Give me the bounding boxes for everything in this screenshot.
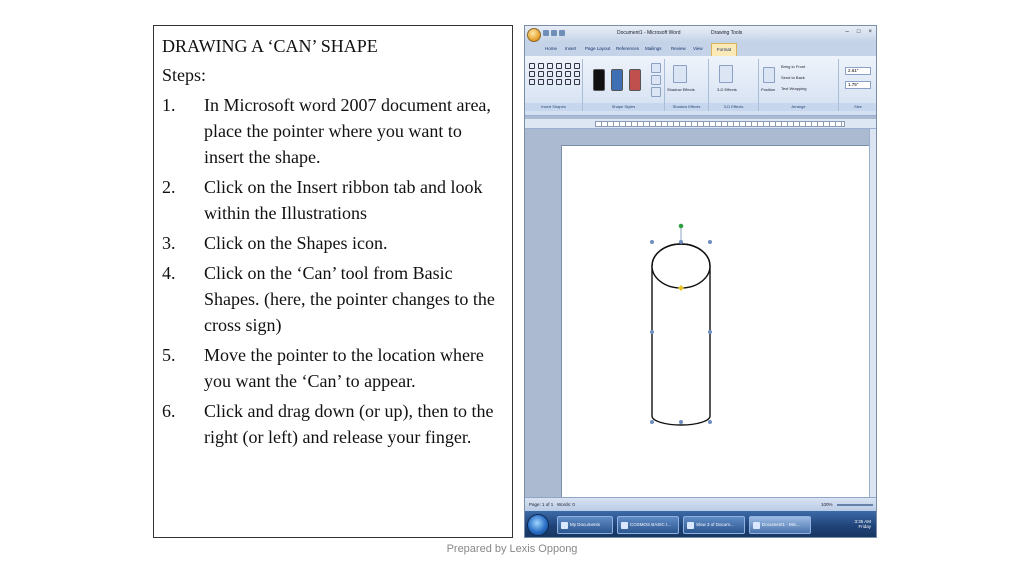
ribbon-tabs [525, 42, 876, 56]
ribbon [525, 56, 876, 116]
status-page-count[interactable]: Page: 1 of 1 [529, 502, 554, 507]
can-shape-canvas [562, 146, 872, 506]
tab-mailings[interactable]: Mailings [645, 46, 662, 51]
resize-handle[interactable] [650, 240, 654, 244]
step-item [162, 342, 504, 394]
taskbar-item[interactable]: My Documents [557, 516, 613, 534]
can-shape[interactable] [652, 244, 710, 425]
resize-handle[interactable] [679, 240, 683, 244]
tab-home[interactable]: Home [545, 46, 558, 51]
shape-tool-icon[interactable] [565, 63, 571, 69]
group-shadow-effects [665, 59, 709, 111]
shape-tool-icon[interactable] [574, 79, 580, 85]
tab-references[interactable]: References [616, 46, 640, 51]
group-3d-effects [709, 59, 759, 111]
shape-tool-icon[interactable] [565, 79, 571, 85]
close-icon[interactable]: × [868, 29, 872, 35]
rotation-handle[interactable] [679, 224, 684, 229]
status-bar [525, 497, 876, 511]
vertical-scrollbar[interactable] [869, 129, 876, 497]
footer-credit: Prepared by Lexis Oppong [446, 543, 578, 555]
save-icon[interactable] [543, 30, 549, 36]
system-tray [829, 515, 873, 535]
horizontal-ruler [525, 119, 876, 129]
group-label: Insert Shapes [525, 103, 582, 111]
step-text: Click on the Shapes icon. [204, 233, 388, 253]
resize-handle[interactable] [650, 420, 654, 424]
word-screenshot [524, 25, 877, 538]
shape-tool-icon[interactable] [538, 71, 544, 77]
taskbar-item-active[interactable]: Document1 - Mic... [749, 516, 811, 534]
shape-tool-icon[interactable] [574, 63, 580, 69]
tab-page-layout[interactable]: Page Layout [585, 46, 611, 51]
shape-tool-icon[interactable] [565, 71, 571, 77]
step-text: Click on the Insert ribbon tab and look within the Illustrations [204, 177, 483, 223]
document-page[interactable] [561, 145, 871, 505]
group-size [839, 59, 877, 111]
step-item [162, 260, 504, 338]
maximize-icon[interactable]: □ [856, 29, 861, 35]
panel-title: DRAWING A ‘CAN’ SHAPE [162, 36, 378, 56]
shape-fill-icon[interactable] [651, 63, 661, 73]
3d-effects-icon[interactable] [719, 65, 733, 83]
resize-handle[interactable] [708, 420, 712, 424]
shape-outline-icon[interactable] [651, 75, 661, 85]
drawing-tools-title: Drawing Tools [711, 30, 743, 36]
group-shape-styles [583, 59, 665, 111]
office-button-icon[interactable] [527, 28, 541, 42]
3d-effects-label: 3-D Effects [717, 87, 737, 92]
step-number: 1. [162, 95, 176, 115]
change-shape-icon[interactable] [651, 87, 661, 97]
shape-width-field[interactable]: 1.75" [845, 81, 871, 89]
undo-icon[interactable] [551, 30, 557, 36]
shape-tool-icon[interactable] [547, 71, 553, 77]
group-insert-shapes [525, 59, 583, 111]
status-word-count[interactable]: Words: 0 [557, 502, 575, 507]
start-button-icon[interactable] [527, 514, 549, 536]
send-to-back-button[interactable]: Send to Back [781, 75, 805, 80]
step-text: Move the pointer to the location where you want the ‘Can’ to appear. [204, 345, 484, 391]
tab-insert[interactable]: Insert [565, 46, 577, 51]
step-number: 4. [162, 263, 176, 283]
shape-tool-icon[interactable] [574, 71, 580, 77]
tab-format[interactable]: Format [711, 43, 737, 56]
step-item [162, 230, 504, 256]
shape-tool-icon[interactable] [547, 63, 553, 69]
shape-tool-icon[interactable] [556, 71, 562, 77]
step-item [162, 398, 504, 450]
tray-clock[interactable] [854, 519, 871, 529]
text-wrapping-button[interactable]: Text Wrapping [781, 86, 807, 91]
step-number: 5. [162, 345, 176, 365]
step-text: Click on the ‘Can’ tool from Basic Shapes. (here, the pointer changes to the cross sign) [204, 263, 495, 335]
document-area [525, 129, 876, 497]
shape-gallery [529, 63, 581, 85]
windows-taskbar [525, 511, 876, 538]
resize-handle[interactable] [679, 420, 683, 424]
position-label: Position [761, 87, 776, 92]
quick-access-toolbar [543, 30, 579, 38]
window-controls [846, 29, 872, 35]
step-number: 2. [162, 177, 176, 197]
shape-tool-icon[interactable] [529, 63, 535, 69]
step-text: In Microsoft word 2007 document area, place the pointer where you want to insert the shape. [204, 95, 491, 167]
step-item [162, 92, 504, 170]
shape-tool-icon[interactable] [538, 63, 544, 69]
zoom-level[interactable]: 100% [821, 502, 833, 507]
shadow-effects-label: Shadow Effects [667, 87, 695, 92]
tab-review[interactable]: Review [671, 46, 686, 51]
position-icon[interactable] [763, 67, 775, 83]
ruler-scale [595, 121, 845, 127]
step-number: 3. [162, 233, 176, 253]
resize-handle[interactable] [708, 240, 712, 244]
shape-style-swatch[interactable] [629, 69, 641, 91]
group-label: 3-D Effects [709, 103, 758, 111]
instruction-panel [153, 25, 513, 538]
taskbar-item[interactable]: COSMOS BASIC I... [617, 516, 679, 534]
shape-tool-icon[interactable] [547, 79, 553, 85]
step-text: Click and drag down (or up), then to the right (or left) and release your finger. [204, 401, 494, 447]
group-label: Shape Styles [583, 103, 664, 111]
shape-tool-icon[interactable] [556, 79, 562, 85]
shadow-effects-icon[interactable] [673, 65, 687, 83]
shape-style-swatch[interactable] [593, 69, 605, 91]
shape-height-field[interactable]: 2.61" [845, 67, 871, 75]
step-number: 6. [162, 401, 176, 421]
shape-tool-icon[interactable] [529, 79, 535, 85]
title-bar [525, 26, 876, 42]
minimize-icon[interactable]: – [845, 29, 849, 35]
group-label: Arrange [759, 103, 838, 111]
bring-to-front-button[interactable]: Bring to Front [781, 64, 806, 69]
clock-day: Friday [858, 524, 871, 529]
shape-tool-icon[interactable] [556, 63, 562, 69]
window-title: Document1 - Microsoft Word [617, 30, 681, 36]
steps-label: Steps: [162, 65, 207, 85]
taskbar-item[interactable]: Slow 3 of Docum... [683, 516, 745, 534]
resize-handle[interactable] [650, 330, 654, 334]
step-item [162, 174, 504, 226]
redo-icon[interactable] [559, 30, 565, 36]
shape-tool-icon[interactable] [529, 71, 535, 77]
group-arrange [759, 59, 839, 111]
clock-time: 3:35 AM [854, 519, 871, 524]
zoom-slider[interactable] [837, 504, 873, 506]
tab-view[interactable]: View [693, 46, 703, 51]
resize-handle[interactable] [708, 330, 712, 334]
group-label: Size [839, 103, 877, 111]
group-label: Shadow Effects [665, 103, 708, 111]
shape-tool-icon[interactable] [538, 79, 544, 85]
shape-style-swatch[interactable] [611, 69, 623, 91]
